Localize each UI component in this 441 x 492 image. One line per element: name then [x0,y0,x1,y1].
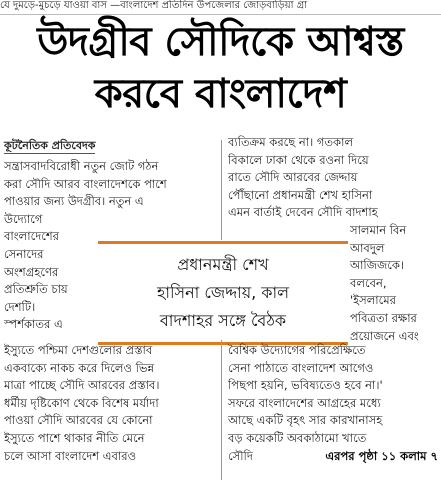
text-line: সেনাদের [4,246,44,261]
text-line: পাওয়ার জন্য উদগ্রীব। নতুন এ [4,194,144,209]
text-line: সালমান বিন [350,222,407,237]
text-line: দেশটি। [4,299,36,314]
text-line: এমন বার্তাই দেবেন সৌদি বাদশাহ [228,205,378,220]
text-line: পিছপা হয়নি, ভবিষ্যতেও হবে না।' [228,378,383,393]
text-line: একবাক্যে নাকচ করে দিলেও ভিন্ন [4,360,155,375]
pull-quote [98,241,348,345]
text-line: প্রয়োজনে এবং [350,328,419,343]
column-divider [221,140,222,240]
left-column-bottom [4,342,216,465]
text-line: সেনা পাঠাতে বাংলাদেশ আগেও [228,360,374,375]
text-line: মাত্রা পাচ্ছে সৌদি আরবের প্রস্তাব। [4,378,160,393]
text-line: স্পর্শকাতর এ [4,317,63,332]
text-line: আজিজকে। [350,258,405,273]
text-line: সন্ত্রাসবাদবিরোধী নতুন জোট গঠন [4,159,159,173]
last-word: সৌদি [228,448,253,463]
pull-quote-line: হাসিনা জেদ্দায়, কাল [156,283,290,302]
pull-quote-line: প্রধানমন্ত্রী শেখ [177,255,269,274]
text-line: প্রতিশ্রুতি চায় [4,282,68,297]
text-line: বড় কয়েকটি অবকাঠামো খাতে [228,430,367,445]
top-strip: যে দুমড়ে-মুচড়ে যাওয়া বাস —বাংলাদেশ প্রতিদিন উপজেলার জোড়বাড়িয়া গ্রা [0,0,441,15]
text-line: ইস্যুতে পাশে থাকার নীতি মেনে [4,430,145,445]
headline-line-1: উদগ্রীব সৌদিকে আশ্বস্ত [37,19,404,65]
text-line [228,448,438,466]
text-line: রাতে সৌদি আরবের জেদ্দায় [228,170,358,185]
text-line: আছে একটি বৃহৎ সার কারখানাসহ [228,413,383,428]
text-line: ব্যতিক্রম করছে না। গতকাল [228,135,354,149]
headline-line-2: করবে বাংলাদেশ [94,71,347,117]
text-line: 'ইসলামের [350,293,396,308]
text-line: উদ্যোগে [4,211,43,226]
text-line: অংশগ্রহণের [4,264,59,279]
continued-on-page: এরপর পৃষ্ঠা ১১ কলাম ৭ [325,448,438,463]
text-line: ধর্মীয় দৃষ্টিকোণ থেকে বিশেষ মর্যাদা [4,395,159,410]
text-line: করা সৌদি আরব বাংলাদেশকে পাশে [4,176,167,191]
text-line: আবদুল [350,240,385,255]
text-line: বিকালে ঢাকা থেকে রওনা দিয়ে [228,152,369,167]
text-line: বাংলাদেশের [4,229,60,244]
text-line: ইস্যুতে পশ্চিমা দেশগুলোর প্রস্তাব [4,343,153,357]
text-line: পবিত্রতা রক্ষার [350,310,417,325]
text-line: সফরে বাংলাদেশের আগ্রহের মধ্যে [228,395,381,410]
text-line: বৈশ্বিক উদ্যোগের পরিপ্রেক্ষিতে [228,343,366,357]
pull-quote-line: বাদশাহর সঙ্গে বৈঠক [159,311,287,330]
text-line: চলে আসা বাংলাদেশ এবারও [4,448,137,463]
column-divider [221,340,222,480]
text-line: পাওয়া সৌদি আরবের যে কোনো [4,413,153,428]
byline: কূটনৈতিক প্রতিবেদক [4,139,96,152]
text-line: বলবেন, [350,275,387,290]
right-column-bottom [228,342,438,465]
text-line: পৌঁছানো প্রধানমন্ত্রী শেখ হাসিনা [228,187,373,202]
